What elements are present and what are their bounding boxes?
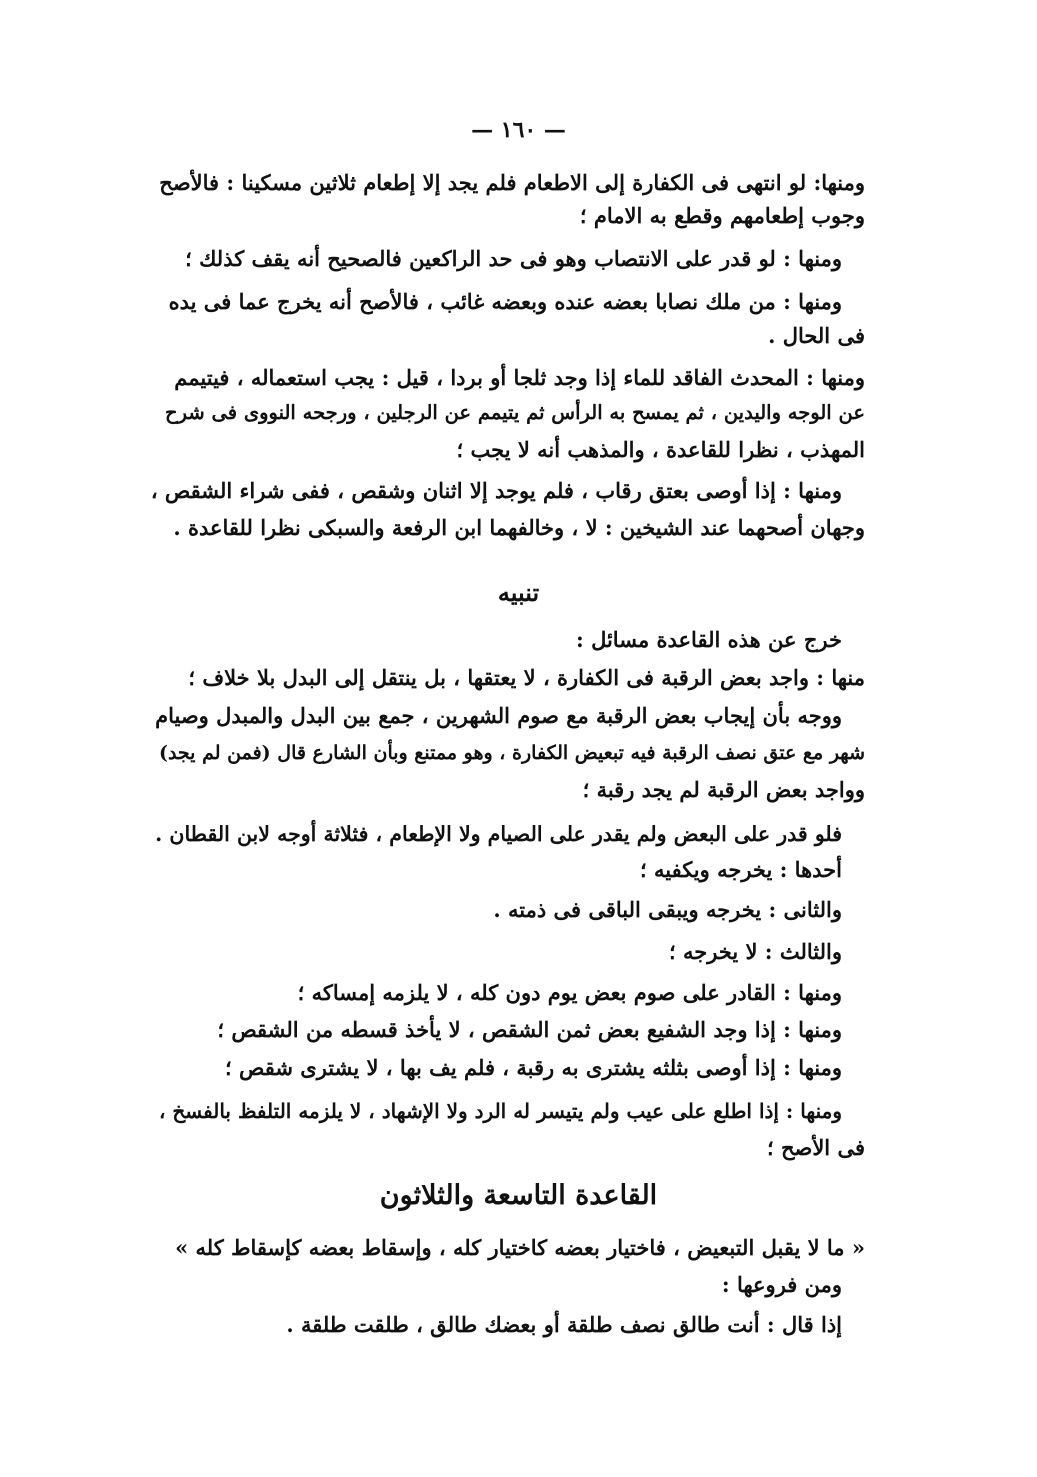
text-line: والثالث : لا يخرجه ؛ [668, 939, 842, 964]
text-line: ومنها : إذا وجد الشفيع بعض ثمن الشقص ، لا يأخذ قسطه من الشقص ؛ [217, 1017, 842, 1042]
text-line: وجهان أصحهما عند الشيخين : لا ، وخالفهما ابن الرفعة والسبكى نظرا للقاعدة . [173, 515, 865, 540]
text-line: ووجه بأن إيجاب بعض الرقبة مع صوم الشهرين ، جمع بين البدل والمبدل وصيام [155, 703, 842, 728]
text-line: فى الحال . [768, 323, 865, 348]
text-line: ومنها : إذا اطلع على عيب ولم يتيسر له الرد ولا الإشهاد ، لا يلزمه التلفظ بالفسخ ، [158, 1099, 842, 1123]
text-line: فلو قدر على البعض ولم يقدر على الصيام ولا الإطعام ، فثلاثة أوجه لابن القطان . [155, 822, 842, 846]
text-line: أحدها : يخرجه ويكفيه ؛ [639, 857, 842, 882]
text-line: والثانى : يخرجه ويبقى الباقى فى ذمته . [493, 897, 842, 922]
text-line: ومنها : القادر على صوم بعض يوم دون كله ، لا يلزمه إمساكه ؛ [297, 980, 842, 1005]
text-line: « ما لا يقبل التبعيض ، فاختيار بعضه كاختيار كله ، وإسقاط بعضه كإسقاط كله » [175, 1235, 865, 1260]
text-line: خرج عن هذه القاعدة مسائل : [576, 627, 842, 652]
text-line: إذا قال : أنت طالق نصف طلقة أو بعضك طالق ، طلقت طلقة . [286, 1312, 842, 1337]
text-line: ومنها : إذا أوصى بثلثه يشترى به رقبة ، فلم يف بها ، لا يشترى شقص ؛ [225, 1055, 842, 1080]
text-line: شهر مع عتق نصف الرقبة فيه تبعيض الكفارة ، وهو ممتنع وبأن الشارع قال (فمن لم يجد) [158, 742, 865, 764]
text-line: ومنها : إذا أوصى بعتق رقاب ، فلم يوجد إلا اثنان وشقص ، ففى شراء الشقص ، [150, 478, 842, 503]
text-line: المهذب ، نظرا للقاعدة ، والمذهب أنه لا يجب ؛ [456, 437, 865, 462]
text-line: ومنها : لو قدر على الانتصاب وهو فى حد الراكعين فالصحيح أنه يقف كذلك ؛ [185, 246, 842, 271]
section-heading: تنبيه [497, 578, 540, 607]
text-line: ومنها : المحدث الفاقد للماء إذا وجد ثلجا أو بردا ، قيل : يجب استعماله ، فيتيمم [174, 365, 865, 390]
text-line: وواجد بعض الرقبة لم يجد رقبة ؛ [582, 777, 865, 802]
text-line: فى الأصح ؛ [766, 1135, 865, 1160]
text-line: وجوب إطعامهم وقطع به الامام ؛ [579, 203, 865, 228]
text-line: عن الوجه واليدين ، ثم يمسح به الرأس ثم يتيمم عن الرجلين ، ورجحه النووى فى شرح [165, 401, 865, 424]
text-line: ومنها: لو انتهى فى الكفارة إلى الاطعام فلم يجد إلا إطعام ثلاثين مسكينا : فالأصح [159, 170, 865, 195]
rule-heading: القاعدة التاسعة والثلاثون [379, 1180, 658, 1211]
text-line: ومنها : من ملك نصابا بعضه عنده وبعضه غائب ، فالأصح أنه يخرج عما فى يده [168, 289, 842, 314]
page-number: — ١٦٠ — [471, 117, 566, 143]
text-line: منها : واجد بعض الرقبة فى الكفارة ، لا يعتقها ، بل ينتقل إلى البدل بلا خلاف ؛ [188, 665, 865, 690]
text-line: ومن فروعها : [721, 1272, 842, 1297]
